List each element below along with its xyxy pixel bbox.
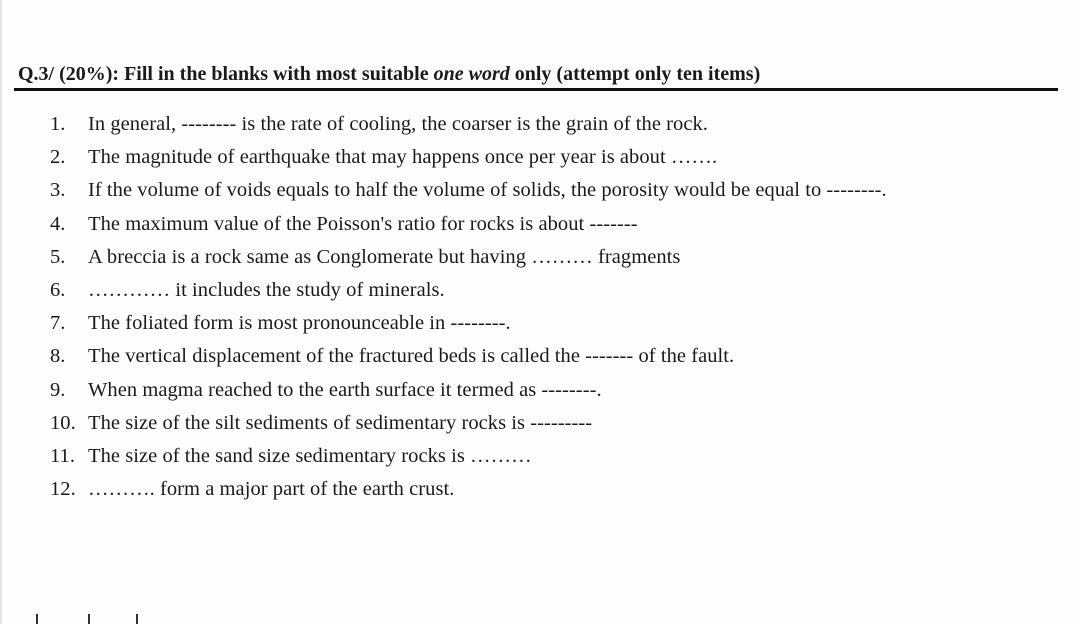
list-item xyxy=(50,274,887,307)
item-number: 7. xyxy=(50,312,66,335)
item-text: The vertical displacement of the fractured beds is called the ------- of the fault. xyxy=(88,345,735,368)
item-number: 3. xyxy=(50,179,66,202)
item-number: 4. xyxy=(50,212,66,235)
cut-off-next-line xyxy=(30,606,150,624)
item-text: The size of the silt sediments of sedimentary rocks is --------- xyxy=(88,411,593,434)
item-text: The size of the sand size sedimentary rocks is ……… xyxy=(88,444,532,467)
list-item xyxy=(50,307,887,340)
item-number: 11. xyxy=(50,444,76,467)
question-emphasis: one word xyxy=(433,63,510,85)
fill-in-blanks-list xyxy=(50,108,887,506)
question-header xyxy=(18,60,1058,88)
header-underline xyxy=(14,88,1058,91)
page-edge xyxy=(0,0,2,624)
item-text: The magnitude of earthquake that may happens once per year is about ……. xyxy=(88,146,718,169)
item-number: 10. xyxy=(50,411,76,434)
item-number: 12. xyxy=(50,478,76,501)
item-number: 2. xyxy=(50,146,66,169)
item-text: ………… it includes the study of minerals. xyxy=(88,279,445,302)
list-item xyxy=(50,108,887,141)
text-fragment-mark xyxy=(88,614,90,624)
list-item xyxy=(50,340,887,373)
item-text: If the volume of voids equals to half the volume of solids, the porosity would be equal to --------. xyxy=(88,179,887,202)
item-number: 5. xyxy=(50,245,66,268)
list-item xyxy=(50,174,887,207)
list-item xyxy=(50,241,887,274)
item-number: 1. xyxy=(50,113,66,136)
item-text: The foliated form is most pronounceable in --------. xyxy=(88,312,511,335)
item-number: 6. xyxy=(50,279,66,302)
item-number: 9. xyxy=(50,378,66,401)
list-item xyxy=(50,374,887,407)
item-text: When magma reached to the earth surface it termed as --------. xyxy=(88,378,602,401)
text-fragment-mark xyxy=(36,614,38,624)
item-text: The maximum value of the Poisson's ratio for rocks is about ------- xyxy=(88,212,638,235)
question-suffix: only (attempt only ten items) xyxy=(509,63,761,85)
item-text: ………. form a major part of the earth crust. xyxy=(88,478,455,501)
list-item xyxy=(50,407,887,440)
item-text: In general, -------- is the rate of cooling, the coarser is the grain of the rock. xyxy=(88,113,708,136)
list-item xyxy=(50,440,887,473)
list-item xyxy=(50,141,887,174)
item-number: 8. xyxy=(50,345,66,368)
text-fragment-mark xyxy=(136,614,138,624)
list-item xyxy=(50,473,887,506)
question-prefix: Q.3/ (20%): Fill in the blanks with most suitable xyxy=(18,63,434,85)
list-item xyxy=(50,208,887,241)
item-text: A breccia is a rock same as Conglomerate but having ……… fragments xyxy=(88,245,681,268)
